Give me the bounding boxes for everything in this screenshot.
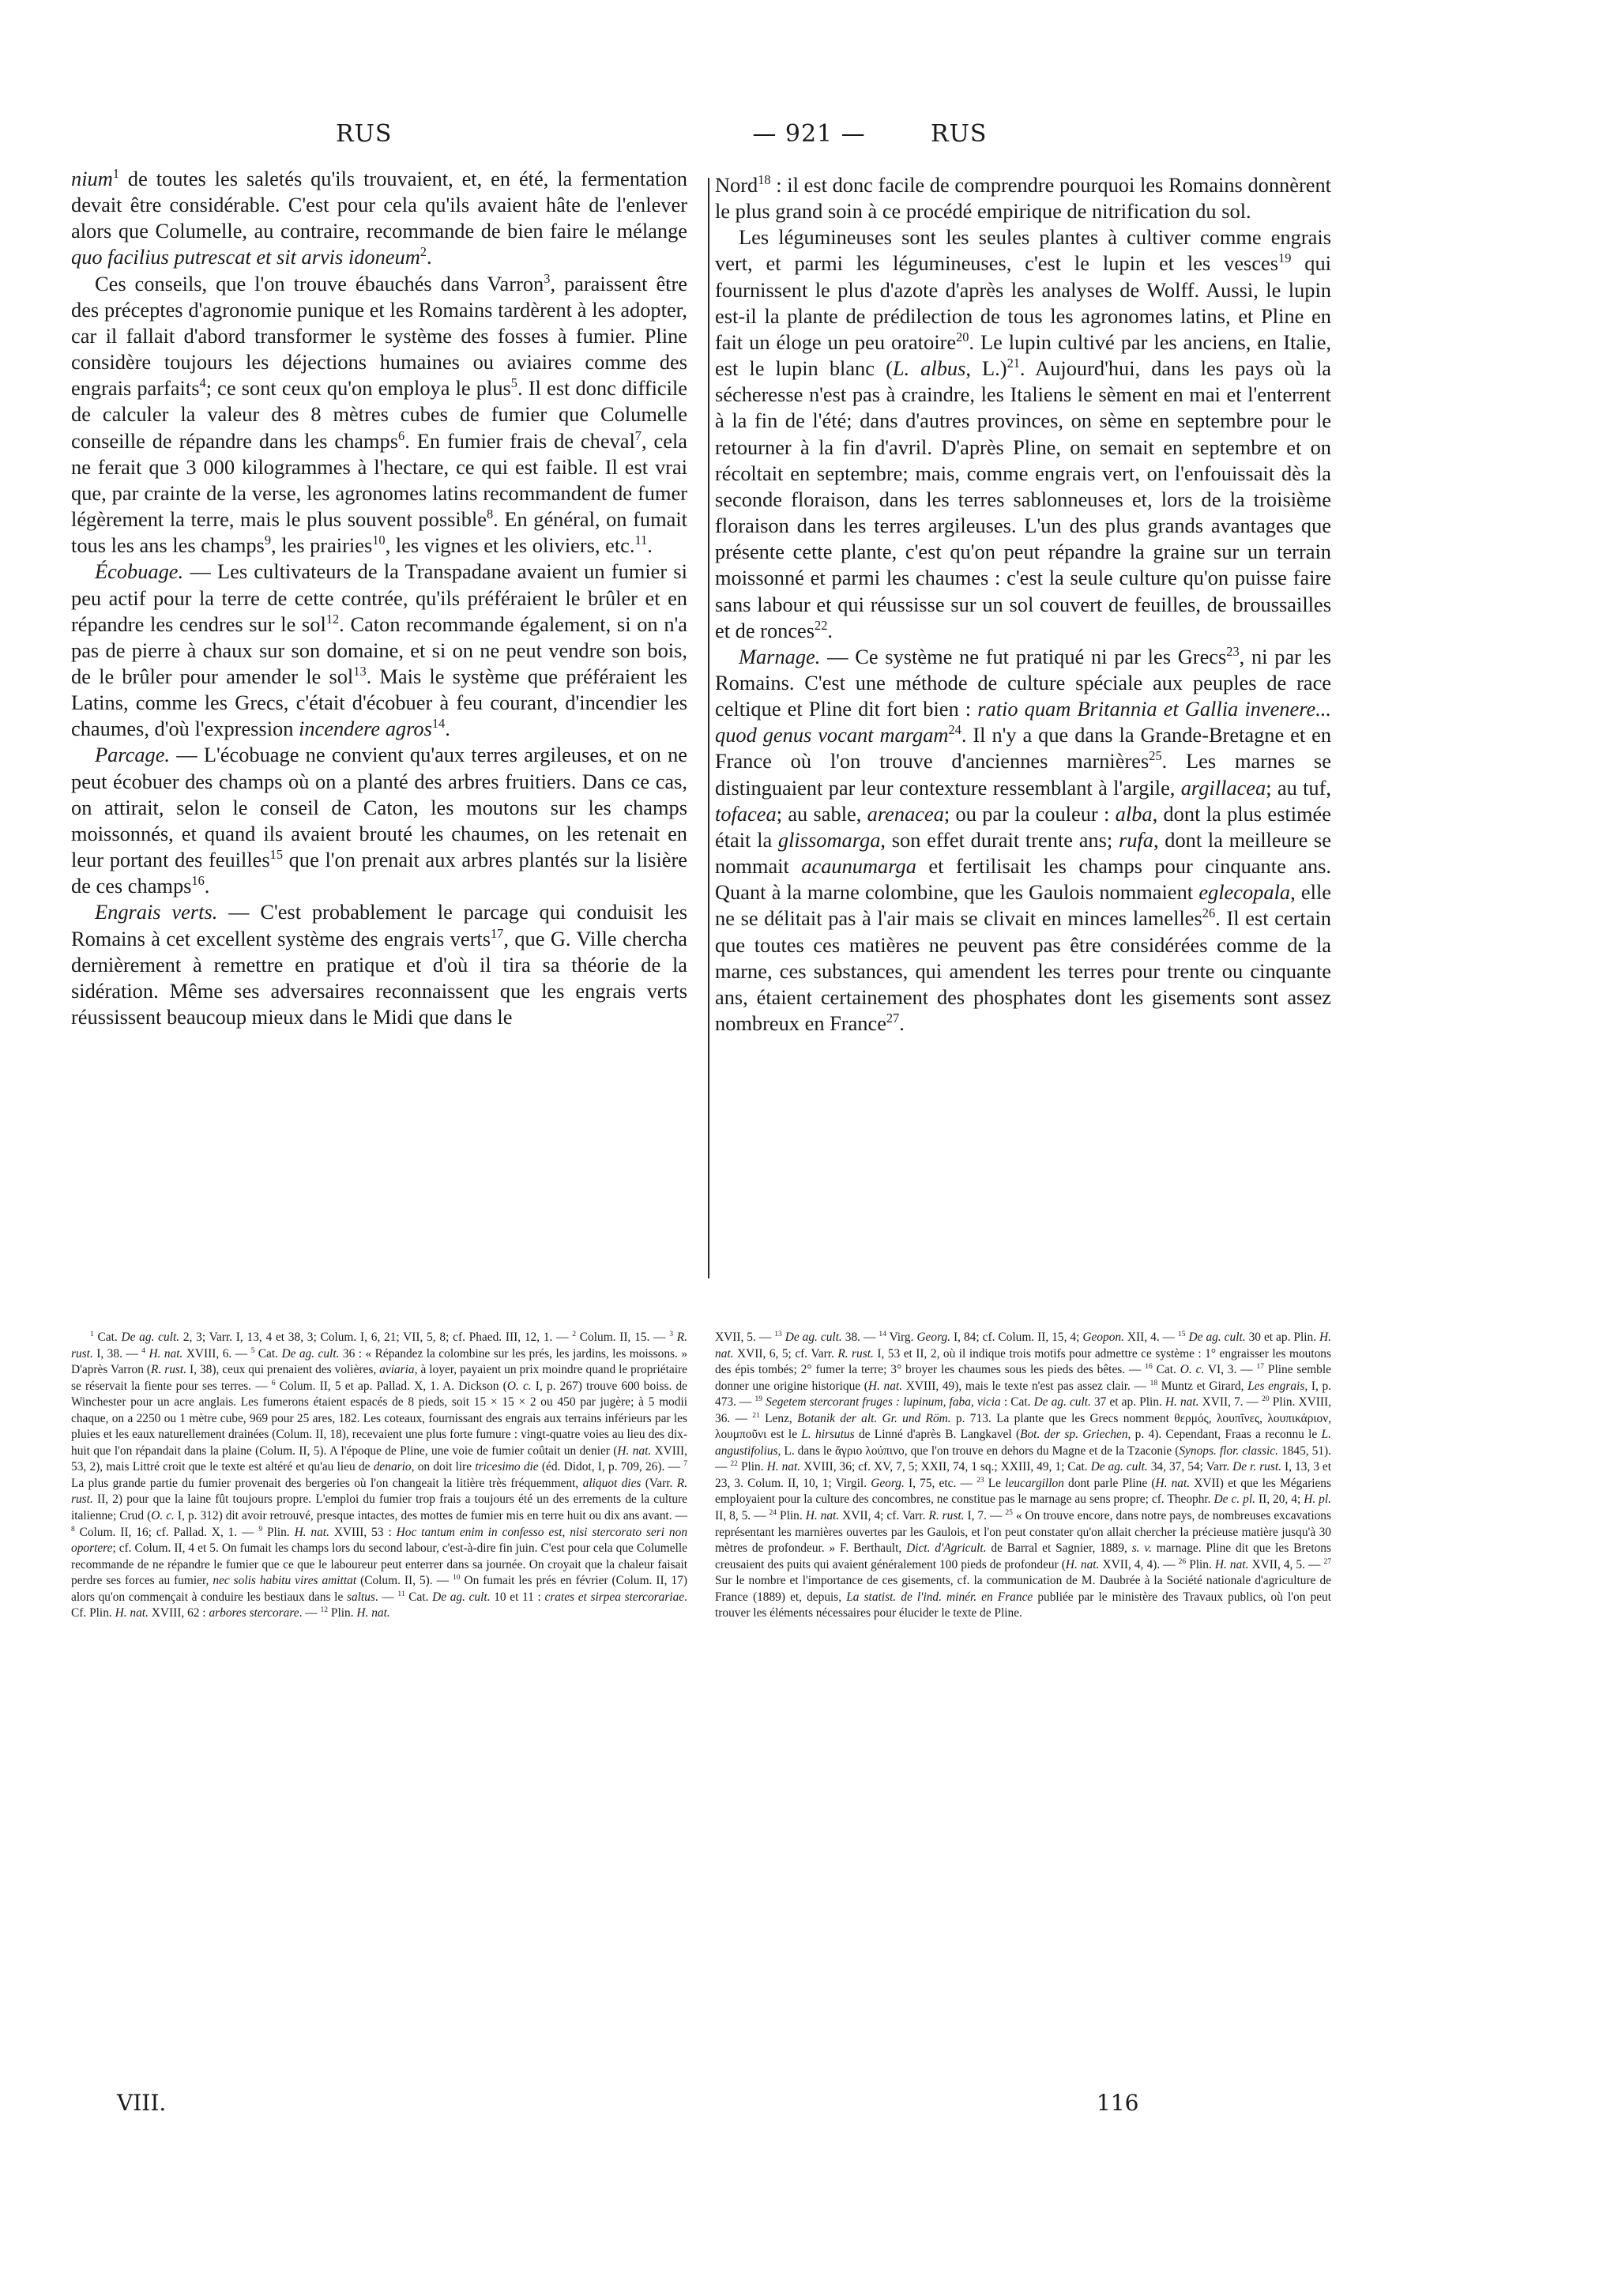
sheet-number: 116 — [1097, 2090, 1139, 2116]
footnote-block-right_notes-0: XVII, 5. — $^{13}$ De ag. cult. 38. — $^{14}$ Virg. Georg. I, 84; cf. Colum. II, 15, 4; Geopon. XII, 4. — $^{15}$ De ag. cult. 30 et ap. Plin. H. nat. XVII, 6, 5; cf. Varr. R. rust. I, 53 et II, 2, où il indique trois motifs pour admettre ce système : 1° engraisser les moutons des épis tombés; 2° fumer la terre; 3° broyer les chaumes sous les pieds des bêtes. — $^{16}$ Cat. O. c. VI, 3. — $^{17}$ Pline semble donner une origine historique (H. nat. XVIII, 49), mais le texte n'est pas assez clair. — $^{18}$ Muntz et Girard, Les engrais, I, p. 473. — $^{19}$ Segetem stercorant fruges : lupinum, faba, vicia : Cat. De ag. cult. 37 et ap. Plin. H. nat. XVII, 7. — $^{20}$ Plin. XVIII, 36. — $^{21}$ Lenz, Botanik der alt. Gr. und Röm. p. 713. La plante que les Grecs nomment θερμός, λουπῖνες, λουπικάριον, λουμποῦνι est le L. hirsutus de Linné d'après B. Langkavel (Bot. der sp. Griechen, p. 4). Cependant, Fraas a reconnu le L. angustifolius, L. dans le ἄγριο λούπινο, que l'on trouve en dehors du Magne et de la Tzaconie (Synops. flor. classic. 1845, 51). — $^{22}$ Plin. H. nat. XVIII, 36; cf. XV, 7, 5; XXII, 74, 1 sq.; XXIII, 49, 1; Cat. De ag. cult. 34, 37, 54; Varr. De r. rust. I, 13, 3 et 23, 3. Colum. II, 10, 1; Virgil. Georg. I, 75, etc. — $^{23}$ Le leucargillon dont parle Pline (H. nat. XVII) et que les Mégariens employaient pour la culture des concombres, ne constitue pas le marnage au sens propre; cf. Theophr. De c. pl. II, 20, 4; H. pl. II, 8, 5. — $^{24}$ Plin. H. nat. XVII, 4; cf. Varr. R. rust. I, 7. — $^{25}$ « On trouve encore, dans notre pays, de nombreuses excavations représentant les marnières ouvertes par les Gaulois, et l'on peut constater qu'on allait chercher la précieuse matière jusqu'à 30 mètres de profondeur. » F. Berthault, Dict. d'Agricult. de Barral et Sagnier, 1889, s. v. marnage. Pline dit que les Bretons creusaient des puits qui avaient généralement 100 pieds de profondeur (H. nat. XVII, 4, 4). — $^{26}$ Plin. H. nat. XVII, 4, 5. — $^{27}$ Sur le nombre et l'importance de ces gisements, cf. la communication de M. Daubrée à la Société nationale d'agriculture de France (1889) et, depuis, La statist. de l'ind. minér. en France publiée par le ministère des Travaux publics, où l'on peut trouver les éléments nécessaires pour élucider le texte de Pline. — [715, 1329, 1332, 1620]
paragraph-left_column-0: nium$^1$ de toutes les saletés qu'ils trouvaient, et, en été, la fermentation devait être considérable. C'est pour cela qu'ils avaient hâte de l'enlever alors que Columelle, au contraire, recommande de bien faire le mélange quo facilius putrescat et sit arvis idoneum$^2$. — [71, 166, 687, 269]
volume-number: VIII. — [117, 2090, 167, 2116]
paragraph-right_column-0: Nord$^{18}$ : il est donc facile de comprendre pourquoi les Romains donnèrent le plus grand soin à ce procédé empirique de nitrification du sol. — [715, 172, 1331, 224]
running-head-left: RUS — [336, 120, 393, 148]
right-column-text — [715, 172, 1331, 1037]
left-column-text — [71, 166, 687, 1030]
column-rule — [708, 178, 709, 1278]
paragraph-left_column-2: Écobuage. — Les cultivateurs de la Transpadane avaient un fumier si peu actif pour la terre de cette contrée, qu'ils préféraient le brûler et en répandre les cendres sur le sol$^{12}$. Caton recommande également, si on n'a pas de pierre à chaux sur son domaine, et si on ne peut vendre son bois, de le brûler pour amender le sol$^{13}$. Mais le système que préféraient les Latins, comme les Grecs, c'était d'écobuer à feu courant, d'incendier les chaumes, d'où l'expression incendere agros$^{14}$. — [71, 559, 687, 741]
paragraph-right_column-2: Marnage. — Ce système ne fut pratiqué ni par les Grecs$^{23}$, ni par les Romains. C'est une méthode de culture spéciale aux peuples de race celtique et Pline dit fort bien : ratio quam Britannia et Gallia invenere... quod genus vocant margam$^{24}$. Il n'y a que dans la Grande-Bretagne et en France où l'on trouve d'anciennes marnières$^{25}$. Les marnes se distinguaient par leur contexture ressemblant à l'argile, argillacea; au tuf, tofacea; au sable, arenacea; ou par la couleur : alba, dont la plus estimée était la glissomarga, son effet durait trente ans; rufa, dont la meilleure se nommait acaunumarga et fertilisait les champs pour cinquante ans. Quant à la marne colombine, que les Gaulois nommaient eglecopala, elle ne se délitait pas à l'air mais se clivait en minces lamelles$^{26}$. Il est certain que toutes ces matières ne peuvent pas être considérées comme de la marne, ces substances, qui amendent les terres pour trente ou cinquante ans, étaient certainement des phosphates dont les gisements sont assez nombreux en France$^{27}$. — [715, 644, 1332, 1035]
page-number: — 921 — — [752, 120, 866, 148]
running-head-right: RUS — [931, 120, 988, 148]
left-footnotes — [71, 1330, 687, 1622]
paragraph-right_column-1: Les légumineuses sont les seules plantes à cultiver comme engrais vert, et parmi les légumineuses, c'est le lupin et les vesces$^{19}$ qui fournissent le plus d'azote d'après les analyses de Wolff. Aussi, le lupin est-il la plante de prédilection de tous les agronomes latins, et Pline en fait un éloge un peu oratoire$^{20}$. Le lupin cultivé par les anciens, en Italie, est le lupin blanc (L. albus, L.)$^{21}$. Aujourd'hui, dans les pays où la sécheresse n'est pas à craindre, les Italiens le sèment en mai et l'enterrent à la fin de l'été; dans d'autres provinces, on sème en septembre pour le retourner à la fin d'avril. D'après Pline, on semait en septembre et on récoltait en septembre; mais, comme engrais vert, on l'enfouissait dès la seconde floraison, dans les terres sablonneuses et, lors de la troisième floraison dans les terres argileuses. L'un des plus grands avantages que présente cette plante, c'est qu'on peut répandre la graine sur un terrain moissonné et parmi les chaumes : c'est la seule culture qu'on puisse faire sans labour et qui réussisse sur un sol couvert de feuilles, de broussailles et de ronces$^{22}$. — [715, 225, 1332, 642]
paragraph-left_column-4: Engrais verts. — C'est probablement le parcage qui conduisit les Romains à cet excellent système des engrais verts$^{17}$, que G. Ville chercha dernièrement à remettre en pratique et d'où il tira sa théorie de la sidération. Même ses adversaires reconnaissent que les engrais verts réussissent beaucoup mieux dans le Midi que dans le — [71, 900, 687, 1029]
footnote-block-left_notes-0: $^1$ Cat. De ag. cult. 2, 3; Varr. I, 13, 4 et 38, 3; Colum. I, 6, 21; VII, 5, 8; cf. Phaed. III, 12, 1. — $^2$ Colum. II, 15. — $^3$ R. rust. I, 38. — $^4$ H. nat. XVIII, 6. — $^5$ Cat. De ag. cult. 36 : « Répandez la colombine sur les prés, les jardins, les moissons. » D'après Varron (R. rust. I, 38), ceux qui prenaient des volières, aviaria, à loyer, payaient un prix moindre quand le propriétaire se réservait la fiente pour ses terres. — $^6$ Colum. II, 5 et ap. Pallad. X, 1. A. Dickson (O. c. I, p. 267) trouve 600 boiss. de Winchester pour un acre anglais. Les fumerons étaient espacés de 8 pieds, soit 15 × 15 × 2 ou 450 par jugère; à 5 modii chaque, on a 2250 ou 1 mètre cube, 969 pour 25 ares, 182. Les coteaux, fournissant des engrais aux terrains inférieurs par les pluies et les eaux naturellement drainées (Colum. II, 18), recevaient une plus forte fumure : vingt-quatre voies au lieu des dix-huit que l'on répandait dans la plaine (Colum. II, 5). A l'époque de Pline, une voie de fumier coûtait un denier (H. nat. XVIII, 53, 2), mais Littré croit que le texte est altéré et qu'au lieu de denario, on doit lire tricesimo die (éd. Didot, I, p. 709, 26). — $^7$ La plus grande partie du fumier provenait des bergeries où l'on changeait la litière très fréquemment, aliquot dies (Varr. R. rust. II, 2) pour que la laine fût toujours propre. L'emploi du fumier trop frais a toujours été un des errements de la culture italienne; Crud (O. c. I, p. 312) dit avoir retrouvé, presque intactes, des mottes de fumier mis en terre huit ou dix ans avant. — $^8$ Colum. II, 16; cf. Pallad. X, 1. — $^9$ Plin. H. nat. XVIII, 53 : Hoc tantum enim in confesso est, nisi stercorato seri non oportere; cf. Colum. II, 4 et 5. On fumait les champs lors du second labour, c'est-à-dire fin juin. C'est pour cela que Columelle recommande de ne répandre le fumier que ce que le laboureur peut enterrer dans sa journée. On croyait que la chaleur faisait perdre ses forces au fumier, nec solis habitu vires amittat (Colum. II, 5). — $^{10}$ On fumait les prés en février (Colum. II, 17) alors qu'on commençait à conduire les bestiaux dans le saltus. — $^{11}$ Cat. De ag. cult. 10 et 11 : crates et sirpea stercorariae. Cf. Plin. H. nat. XVIII, 62 : arbores stercorare. — $^{12}$ Plin. H. nat. — [71, 1329, 688, 1620]
right-footnotes — [715, 1330, 1331, 1622]
paragraph-left_column-1: Ces conseils, que l'on trouve ébauchés dans Varron$^3$, paraissent être des préceptes d'agronomie punique et les Romains tardèrent à les adopter, car il fallait d'abord transformer le système des fosses à fumier. Pline considère toujours les déjections humaines ou aviaires comme des engrais parfaits$^4$; ce sont ceux qu'on employa le plus$^5$. Il est donc difficile de calculer la valeur des 8 mètres cubes de fumier que Columelle conseille de répandre dans les champs$^6$. En fumier frais de cheval$^7$, cela ne ferait que 3 000 kilogrammes à l'hectare, ce qui est faible. Il est vrai que, par crainte de la verse, les agronomes latins recommandent de fumer légèrement la terre, mais le plus souvent possible$^8$. En général, on fumait tous les ans les champs$^9$, les prairies$^{10}$, les vignes et les oliviers, etc.$^{11}$. — [71, 270, 687, 558]
paragraph-left_column-3: Parcage. — L'écobuage ne convient qu'aux terres argileuses, et on ne peut écobuer des champs où on a planté des arbres fruitiers. Dans ce cas, on attirait, selon le conseil de Caton, les moutons sur les champs moissonnés, et quand ils avaient brouté les chaumes, on les retenait en leur portant des feuilles$^{15}$ que l'on prenait aux arbres plantés sur la lisière de ces champs$^{16}$. — [71, 743, 687, 898]
